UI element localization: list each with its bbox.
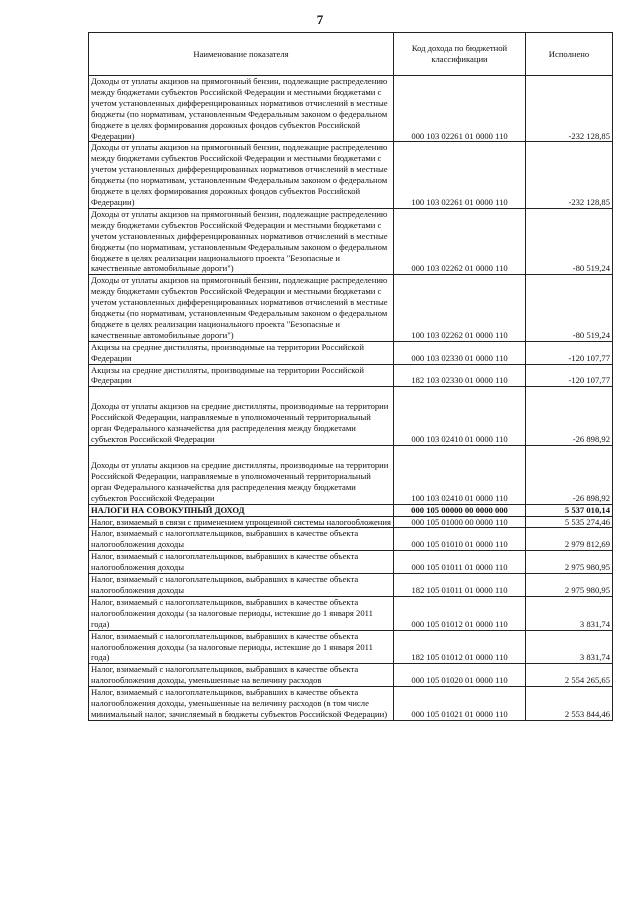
row-value: -232 128,85 [526, 76, 613, 142]
row-code: 000 105 01011 01 0000 110 [394, 551, 526, 574]
income-report-table [88, 32, 613, 721]
row-name: Налог, взимаемый с налогоплательщиков, выбравших в качестве объекта налогообложения доходы (за налоговые периоды, истекшие до 1 января 2011 года) [89, 630, 394, 664]
page-number: 7 [316, 12, 324, 27]
row-value: 2 553 844,46 [526, 687, 613, 721]
row-value: 5 535 274,46 [526, 516, 613, 528]
table-header-row [89, 33, 613, 76]
row-value: -232 128,85 [526, 142, 613, 208]
row-value: 2 554 265,65 [526, 664, 613, 687]
row-name: Доходы от уплаты акцизов на прямогонный бензин, подлежащие распределению между бюджетами субъектов Российской Федерации и местными бюджетами с учетом установленных дифференцированных нормативов отчислений в местные бюджеты (по нормативам, установленным Федеральным законом о федеральном бюджете в целях формирования дорожных фондов субъектов Российской Федерации) [89, 142, 394, 208]
row-code: 182 105 01012 01 0000 110 [394, 630, 526, 664]
row-name: Налог, взимаемый с налогоплательщиков, выбравших в качестве объекта налогообложения доходы [89, 551, 394, 574]
table-row [89, 516, 613, 528]
table-row [89, 574, 613, 597]
row-name: Налог, взимаемый с налогоплательщиков, выбравших в качестве объекта налогообложения доходы, уменьшенные на величину расходов (в том числе минимальный налог, зачисляемый в бюджеты субъектов Российской Федерации) [89, 687, 394, 721]
table-row [89, 551, 613, 574]
row-name: Акцизы на средние дистилляты, производимые на территории Российской Федерации [89, 364, 394, 387]
table-row [89, 596, 613, 630]
header-code: Код дохода по бюджетной классификации [394, 33, 526, 76]
row-code: 000 103 02330 01 0000 110 [394, 341, 526, 364]
row-name: Налог, взимаемый с налогоплательщиков, выбравших в качестве объекта налогообложения доходы, уменьшенные на величину расходов [89, 664, 394, 687]
table-row [89, 446, 613, 505]
row-name: Доходы от уплаты акцизов на средние дистилляты, производимые на территории Российской Федерации, направляемые в уполномоченный территориальный орган Федерального казначейства для распределения между бюджетами субъектов Российской Федерации [89, 446, 394, 505]
row-value: -80 519,24 [526, 275, 613, 341]
row-code: 000 105 01000 00 0000 110 [394, 516, 526, 528]
row-code: 000 103 02261 01 0000 110 [394, 76, 526, 142]
row-value: 2 975 980,95 [526, 551, 613, 574]
row-value: 2 975 980,95 [526, 574, 613, 597]
row-name: Налог, взимаемый в связи с применением упрощенной системы налогообложения [89, 516, 394, 528]
row-code: 100 103 02261 01 0000 110 [394, 142, 526, 208]
row-value: -26 898,92 [526, 446, 613, 505]
row-code: 182 103 02330 01 0000 110 [394, 364, 526, 387]
row-code: 000 105 01020 01 0000 110 [394, 664, 526, 687]
row-code: 000 105 01021 01 0000 110 [394, 687, 526, 721]
table-row [89, 664, 613, 687]
header-executed: Исполнено [526, 33, 613, 76]
row-name: Акцизы на средние дистилляты, производимые на территории Российской Федерации [89, 341, 394, 364]
table-row [89, 630, 613, 664]
row-name: НАЛОГИ НА СОВОКУПНЫЙ ДОХОД [89, 504, 394, 516]
table-row [89, 76, 613, 142]
row-value: -120 107,77 [526, 341, 613, 364]
row-name: Налог, взимаемый с налогоплательщиков, выбравших в качестве объекта налогообложения доходы (за налоговые периоды, истекшие до 1 января 2011 года) [89, 596, 394, 630]
row-code: 000 103 02262 01 0000 110 [394, 208, 526, 274]
row-name: Налог, взимаемый с налогоплательщиков, выбравших в качестве объекта налогообложения доходы [89, 528, 394, 551]
table-row [89, 687, 613, 721]
table-row [89, 208, 613, 274]
row-value: 3 831,74 [526, 596, 613, 630]
row-code: 100 103 02410 01 0000 110 [394, 446, 526, 505]
row-code: 000 105 00000 00 0000 000 [394, 504, 526, 516]
row-value: -120 107,77 [526, 364, 613, 387]
row-code: 000 105 01010 01 0000 110 [394, 528, 526, 551]
table-row-section [89, 504, 613, 516]
row-value: -80 519,24 [526, 208, 613, 274]
row-value: 5 537 010,14 [526, 504, 613, 516]
table-row [89, 364, 613, 387]
table-row [89, 387, 613, 446]
table-row [89, 275, 613, 341]
table-row [89, 142, 613, 208]
row-name: Доходы от уплаты акцизов на прямогонный бензин, подлежащие распределению между бюджетами субъектов Российской Федерации и местными бюджетами с учетом установленных дифференцированных нормативов отчислений в местные бюджеты (по нормативам, установленным Федеральным законом о федеральном бюджете в целях реализации национального проекта "Безопасные и качественные автомобильные дороги") [89, 208, 394, 274]
row-value: 2 979 812,69 [526, 528, 613, 551]
row-code: 000 103 02410 01 0000 110 [394, 387, 526, 446]
row-value: -26 898,92 [526, 387, 613, 446]
row-name: Доходы от уплаты акцизов на прямогонный бензин, подлежащие распределению между бюджетами субъектов Российской Федерации и местными бюджетами с учетом установленных дифференцированных нормативов отчислений в местные бюджеты (по нормативам, установленным Федеральным законом о федеральном бюджете в целях реализации национального проекта "Безопасные и качественные автомобильные дороги") [89, 275, 394, 341]
table-row [89, 341, 613, 364]
row-name: Налог, взимаемый с налогоплательщиков, выбравших в качестве объекта налогообложения доходы [89, 574, 394, 597]
table-row [89, 528, 613, 551]
row-name: Доходы от уплаты акцизов на средние дистилляты, производимые на территории Российской Федерации, направляемые в уполномоченный территориальный орган Федерального казначейства для распределения между бюджетами субъектов Российской Федерации [89, 387, 394, 446]
row-code: 000 105 01012 01 0000 110 [394, 596, 526, 630]
row-code: 100 103 02262 01 0000 110 [394, 275, 526, 341]
row-name: Доходы от уплаты акцизов на прямогонный бензин, подлежащие распределению между бюджетами субъектов Российской Федерации и местными бюджетами с учетом установленных дифференцированных нормативов отчислений в местные бюджеты (по нормативам, установленным Федеральным законом о федеральном бюджете в целях формирования дорожных фондов субъектов Российской Федерации) [89, 76, 394, 142]
header-name: Наименование показателя [89, 33, 394, 76]
row-value: 3 831,74 [526, 630, 613, 664]
row-code: 182 105 01011 01 0000 110 [394, 574, 526, 597]
